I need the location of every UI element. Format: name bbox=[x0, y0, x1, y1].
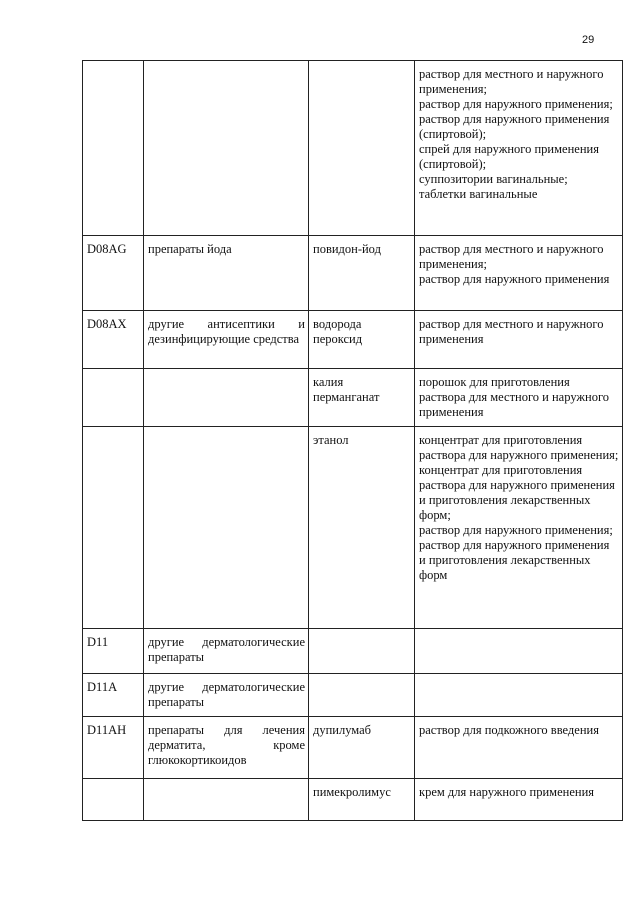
dosage-form-line: раствор для наружного применения bbox=[419, 272, 610, 286]
group-cell: препараты для лечения дерматита, кроме глюкокортикоидов bbox=[144, 717, 309, 779]
dosage-form-line: раствор для местного и наружного применения bbox=[419, 317, 604, 346]
table-row bbox=[83, 311, 623, 369]
dosage-form-line: раствор для подкожного введения bbox=[419, 723, 599, 737]
drug-cell: дупилумаб bbox=[309, 717, 415, 779]
table-row bbox=[83, 236, 623, 311]
table-row bbox=[83, 427, 623, 629]
atc-code-cell: D08AG bbox=[83, 236, 144, 311]
page-number: 29 bbox=[582, 34, 595, 46]
atc-code-cell bbox=[83, 369, 144, 427]
drug-cell bbox=[309, 629, 415, 674]
dosage-form-line: таблетки вагинальные bbox=[419, 187, 538, 201]
dosage-form-line: раствор для наружного применения; bbox=[419, 523, 613, 537]
table-row bbox=[83, 369, 623, 427]
dosage-form-cell bbox=[415, 61, 623, 236]
atc-code-cell bbox=[83, 779, 144, 821]
dosage-form-line: раствор для наружного применения; bbox=[419, 97, 613, 111]
dosage-form-line: порошок для приготовления раствора для местного и наружного применения bbox=[419, 375, 610, 419]
drug-cell: пимекролимус bbox=[309, 779, 415, 821]
drug-cell bbox=[309, 674, 415, 717]
atc-code-cell: D11 bbox=[83, 629, 144, 674]
dosage-form-cell bbox=[415, 236, 623, 311]
dosage-form-line: концентрат для приготовления раствора для наружного применения; bbox=[419, 433, 619, 462]
dosage-form-cell bbox=[415, 674, 623, 717]
group-cell bbox=[144, 779, 309, 821]
drug-cell bbox=[309, 61, 415, 236]
dosage-form-line: раствор для местного и наружного применения; bbox=[419, 67, 604, 96]
group-cell: другие дерматологические препараты bbox=[144, 629, 309, 674]
table-row bbox=[83, 717, 623, 779]
dosage-form-cell bbox=[415, 629, 623, 674]
dosage-form-cell bbox=[415, 717, 623, 779]
dosage-form-cell bbox=[415, 427, 623, 629]
dosage-form-line: концентрат для приготовления раствора для наружного применения и приготовления лекарственных форм; bbox=[419, 463, 615, 522]
dosage-form-cell bbox=[415, 779, 623, 821]
drug-cell: повидон-йод bbox=[309, 236, 415, 311]
group-cell: препараты йода bbox=[144, 236, 309, 311]
group-cell bbox=[144, 369, 309, 427]
table-row bbox=[83, 629, 623, 674]
table-row bbox=[83, 61, 623, 236]
atc-code-cell: D08AX bbox=[83, 311, 144, 369]
atc-code-cell bbox=[83, 427, 144, 629]
drug-cell: водорода пероксид bbox=[309, 311, 415, 369]
dosage-form-cell bbox=[415, 369, 623, 427]
group-cell bbox=[144, 61, 309, 236]
table-row bbox=[83, 674, 623, 717]
drug-cell: этанол bbox=[309, 427, 415, 629]
group-cell: другие дерматологические препараты bbox=[144, 674, 309, 717]
group-cell: другие антисептики и дезинфицирующие средства bbox=[144, 311, 309, 369]
dosage-form-line: раствор для наружного применения (спиртовой); bbox=[419, 112, 610, 141]
drug-cell: калия перманганат bbox=[309, 369, 415, 427]
group-cell bbox=[144, 427, 309, 629]
dosage-form-line: крем для наружного применения bbox=[419, 785, 595, 799]
drug-table bbox=[82, 60, 623, 821]
atc-code-cell bbox=[83, 61, 144, 236]
dosage-form-line: раствор для наружного применения и приготовления лекарственных форм bbox=[419, 538, 610, 582]
atc-code-cell: D11AH bbox=[83, 717, 144, 779]
table-row bbox=[83, 779, 623, 821]
dosage-form-line: спрей для наружного применения (спиртовой); bbox=[419, 142, 599, 171]
dosage-form-line: раствор для местного и наружного применения; bbox=[419, 242, 604, 271]
dosage-form-line: суппозитории вагинальные; bbox=[419, 172, 568, 186]
dosage-form-cell bbox=[415, 311, 623, 369]
atc-code-cell: D11A bbox=[83, 674, 144, 717]
